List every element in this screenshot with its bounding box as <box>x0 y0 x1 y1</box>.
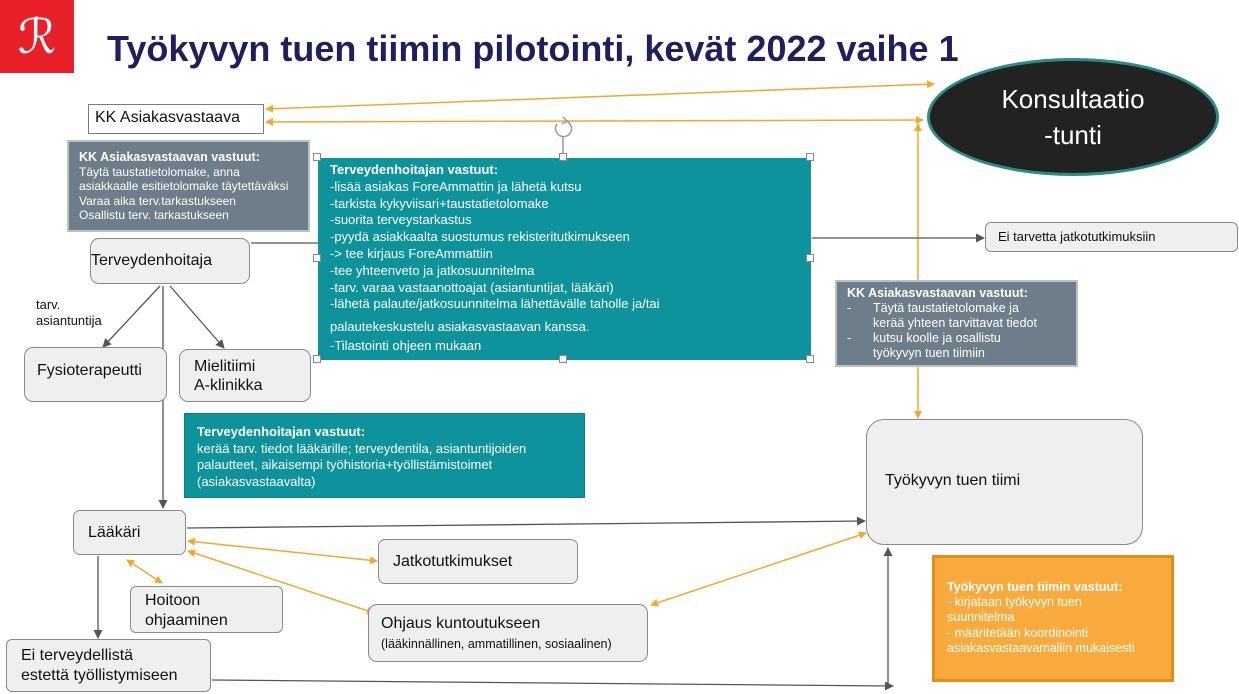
logo: ℛ <box>0 0 74 73</box>
arrow-ohjaus-tiimi <box>651 533 866 605</box>
kk-vastuut-left-line: asiakkaalle esitietolomake täytettäväksi <box>79 179 289 193</box>
kk-vastuut-right[interactable] <box>835 280 1078 367</box>
tarv-asiantuntija-line-1: tarv. <box>36 297 61 312</box>
arrow-laakari-to-tiimi <box>187 521 865 528</box>
tiimi-vastuut-line: - määritetään koordinointi <box>947 625 1089 640</box>
arrow-ei-terveydellista-to-bottom <box>212 680 893 686</box>
konsultaatio-oval[interactable] <box>927 58 1219 176</box>
konsultaatio-label-1: Konsultaatio <box>1001 84 1145 114</box>
selection-handle[interactable] <box>806 153 814 161</box>
kk-vastuut-left-line: Osallistu terv. tarkastukseen <box>79 208 229 222</box>
jatkotutkimukset-box[interactable]: Jatkotutkimukset <box>378 539 578 584</box>
tiimi-vastuut-line: - kirjataan työkyvyn tuen <box>947 595 1082 610</box>
kk-vastuut-right-item <box>847 331 1066 361</box>
hoitoon-line-2: ohjaaminen <box>145 612 228 629</box>
ei-terveydellista-line-1: Ei terveydellistä <box>21 647 134 664</box>
tiimi-vastuut-line: asiakasvastaavamallin mukaisesti <box>947 640 1135 655</box>
selection-handle[interactable] <box>559 355 567 363</box>
th-vastuut-main-line: -pyydä asiakkaalta suostumus rekisteritutkimukseen <box>330 229 630 245</box>
laakari-box[interactable]: Lääkäri <box>73 510 186 555</box>
th-vastuut-main-heading: Terveydenhoitajan vastuut: <box>330 162 499 177</box>
mielitiimi-line-1: Mielitiimi <box>194 358 256 375</box>
arrow-th-to-fysio <box>103 286 160 347</box>
kk-vastuut-left-line: Täytä taustatietolomake, anna <box>79 164 240 179</box>
tyokyvyn-tuen-tiimi-box[interactable]: Työkyvyn tuen tiimi <box>866 419 1143 545</box>
th-vastuut-main-line: -tarv. varaa vastaanottoajat (asiantuntijat, lääkäri) <box>330 279 614 295</box>
konsultaatio-label-2: -tunti <box>1044 120 1102 150</box>
th-vastuut-second[interactable] <box>184 413 585 498</box>
selection-handle[interactable] <box>313 254 321 262</box>
kk-asiakasvastaava-box[interactable]: KK Asiakasvastaava <box>88 104 264 134</box>
list-marker: - <box>847 301 852 315</box>
th-vastuut-second-line: (asiakasvastaavalta) <box>197 473 316 489</box>
tarv-asiantuntija-label <box>36 297 102 329</box>
kk-vastuut-right-heading: KK Asiakasvastaavan vastuut: <box>847 286 1028 300</box>
kk-vastuut-right-line: Täytä taustatietolomake ja <box>873 301 1019 315</box>
page-title: Työkyvyn tuen tiimin pilotointi, kevät 2022 vaihe 1 <box>107 28 959 69</box>
th-vastuut-main-line: -lisää asiakas ForeAmmattin ja lähetä kutsu <box>330 178 582 194</box>
th-vastuut-main-line: -lähetä palaute/jatkosuunnitelma lähettävälle taholle ja/tai <box>330 296 660 312</box>
kk-vastuut-left-line: Varaa aika terv.tarkastukseen <box>79 193 236 208</box>
mielitiimi-box[interactable] <box>179 349 311 402</box>
th-vastuut-second-heading: Terveydenhoitajan vastuut: <box>197 424 366 439</box>
th-vastuut-main-line: -Tilastointi ohjeen mukaan <box>330 337 482 353</box>
arrow-kk-to-tiimi-top <box>266 120 923 122</box>
th-vastuut-main-line: -suorita terveystarkastus <box>330 212 472 228</box>
selection-handle[interactable] <box>806 254 814 262</box>
arrow-laakari-jatkotutkimukset <box>188 541 377 561</box>
fysioterapeutti-box[interactable]: Fysioterapeutti <box>24 347 167 402</box>
tiimi-vastuut-box[interactable] <box>932 555 1174 682</box>
list-marker: - <box>847 331 852 345</box>
arrow-kk-to-konsultaatio <box>266 84 934 109</box>
th-vastuut-main-line: -> tee kirjaus ForeAmmattiin <box>330 245 493 261</box>
kk-vastuut-left-heading: KK Asiakasvastaavan vastuut: <box>79 150 260 164</box>
tiimi-vastuut-line: suunnitelma <box>947 610 1015 625</box>
kk-vastuut-right-line: kerää yhteen tarvittavat tiedot <box>873 316 1037 330</box>
ei-terveydellista-line-2: estettä työllistymiseen <box>21 667 178 684</box>
selection-handle[interactable] <box>806 355 814 363</box>
ei-tarvetta-box[interactable]: Ei tarvetta jatkotutkimuksiin <box>985 222 1238 252</box>
arrow-th-to-mielitiimi <box>170 286 224 348</box>
th-vastuut-main-line: -tarkista kykyviisari+taustatietolomake <box>330 195 549 211</box>
ohjaus-sub: (lääkinnällinen, ammatillinen, sosiaalinen) <box>381 637 612 651</box>
ohjaus-kuntoutukseen-box[interactable] <box>368 604 648 662</box>
tiimi-vastuut-heading: Työkyvyn tuen tiimin vastuut: <box>947 580 1123 594</box>
th-vastuut-second-line: palautteet, aikaisempi työhistoria+työllistämistoimet <box>197 457 493 472</box>
selection-handle[interactable] <box>559 153 567 161</box>
kk-vastuut-right-line: kutsu koolle ja osallistu <box>873 331 1001 345</box>
th-vastuut-main-line: palautekeskustelu asiakasvastaavan kanssa. <box>330 319 590 335</box>
terveydenhoitaja-box[interactable]: Terveydenhoitaja <box>90 238 250 284</box>
hoitoon-line-1: Hoitoon <box>145 592 201 609</box>
kk-vastuut-right-line: työkyvyn tuen tiimiin <box>873 346 985 360</box>
kk-vastuut-left[interactable] <box>67 140 310 232</box>
mielitiimi-line-2: A-klinikka <box>194 377 263 394</box>
th-vastuut-second-line: kerää tarv. tiedot lääkärille; terveydentila, asiantuntijoiden <box>197 440 527 456</box>
selection-handle[interactable] <box>313 153 321 161</box>
selection-handle[interactable] <box>313 355 321 363</box>
kk-vastuut-right-item <box>847 301 1066 331</box>
arrow-laakari-hoitoon <box>127 560 162 583</box>
th-vastuut-main[interactable] <box>318 158 811 360</box>
tarv-asiantuntija-line-2: asiantuntija <box>36 313 102 328</box>
hoitoon-ohjaaminen-box[interactable] <box>130 586 283 633</box>
ohjaus-title: Ohjaus kuntoutukseen <box>381 615 541 632</box>
rotate-handle-icon <box>556 117 572 154</box>
th-vastuut-main-line: -tee yhteenveto ja jatkosuunnitelma <box>330 262 535 278</box>
ei-terveydellista-box[interactable] <box>6 639 211 692</box>
